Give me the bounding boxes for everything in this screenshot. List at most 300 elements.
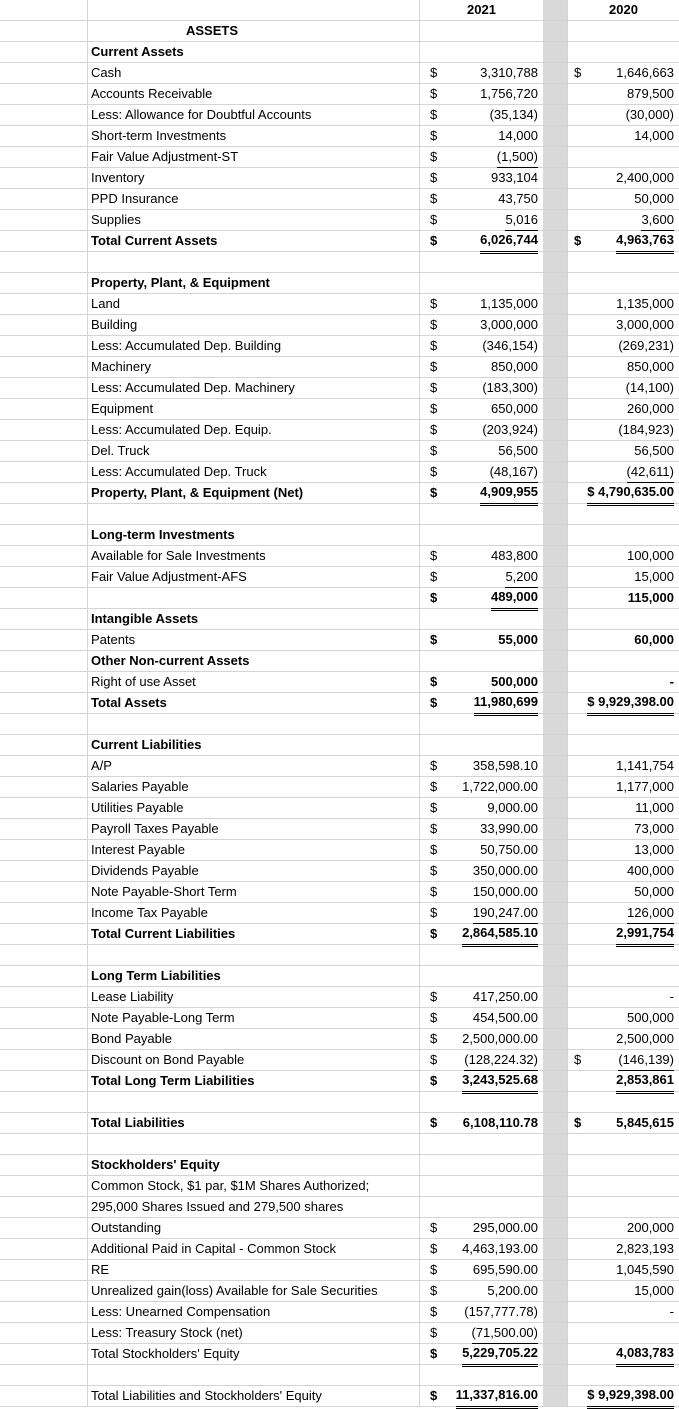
- currency-sign-2021: $: [430, 170, 438, 185]
- currency-sign-2021: $: [430, 590, 438, 605]
- cell-divider: [419, 1134, 420, 1154]
- spacer-column: [543, 0, 567, 20]
- row-header-cell: [0, 546, 88, 566]
- table-row: [0, 273, 679, 294]
- table-row: [0, 1134, 679, 1155]
- cell-divider: [419, 84, 420, 104]
- spacer-column: [543, 945, 567, 965]
- value-2020: 50,000: [634, 884, 674, 899]
- value-2020: 100,000: [627, 548, 674, 563]
- row-header-cell: [0, 819, 88, 839]
- spacer-column: [543, 336, 567, 356]
- row-header-cell: [0, 147, 88, 167]
- cell-divider: [567, 1113, 568, 1133]
- cell-divider: [567, 504, 568, 524]
- currency-sign-2021: $: [430, 674, 438, 689]
- table-row: [0, 798, 679, 819]
- row-label: Note Payable-Long Term: [91, 1010, 235, 1025]
- row-label: Long Term Liabilities: [91, 968, 221, 983]
- table-row: [0, 1239, 679, 1260]
- row-label: Total Current Assets: [91, 233, 218, 248]
- value-2020: (42,611): [627, 462, 674, 483]
- row-header-cell: [0, 84, 88, 104]
- value-2021: 3,243,525.68: [462, 1071, 538, 1094]
- row-header-cell: [0, 1176, 88, 1196]
- spacer-column: [543, 1092, 567, 1112]
- spacer-column: [543, 441, 567, 461]
- cell-divider: [419, 1386, 420, 1406]
- value-2021: 150,000.00: [472, 884, 538, 899]
- value-2020: 115,000: [627, 590, 674, 605]
- row-label: ASSETS: [186, 23, 239, 38]
- row-label: Unrealized gain(loss) Available for Sale Securities: [91, 1283, 378, 1298]
- value-2021: 2,864,585.10: [462, 924, 538, 947]
- table-row: [0, 357, 679, 378]
- value-2021: 33,990.00: [480, 821, 538, 836]
- currency-sign-2021: $: [430, 233, 438, 248]
- cell-divider: [567, 1176, 568, 1196]
- value-2020: 1,646,663: [616, 65, 674, 80]
- row-header-cell: [0, 672, 88, 692]
- row-header-cell: [0, 1323, 88, 1343]
- currency-sign-2021: $: [430, 128, 438, 143]
- cell-divider: [567, 189, 568, 209]
- table-row: [0, 1155, 679, 1176]
- row-label: Stockholders' Equity: [91, 1157, 220, 1172]
- value-2020: 14,000: [634, 128, 674, 143]
- row-label: Less: Allowance for Doubtful Accounts: [91, 107, 312, 122]
- spacer-column: [543, 1386, 567, 1406]
- row-header-cell: [0, 483, 88, 503]
- row-label: Note Payable-Short Term: [91, 884, 237, 899]
- currency-sign-2021: $: [430, 485, 438, 500]
- row-header-cell: [0, 399, 88, 419]
- row-header-cell: [0, 1239, 88, 1259]
- row-header-cell: [0, 1092, 88, 1112]
- cell-divider: [567, 147, 568, 167]
- spacer-column: [543, 651, 567, 671]
- table-row: [0, 378, 679, 399]
- currency-sign-2021: $: [430, 989, 438, 1004]
- table-row: [0, 525, 679, 546]
- spacer-column: [543, 210, 567, 230]
- cell-divider: [419, 588, 420, 608]
- cell-divider: [419, 693, 420, 713]
- spacer-column: [543, 1029, 567, 1049]
- table-row: [0, 336, 679, 357]
- row-header-cell: [0, 1302, 88, 1322]
- cell-divider: [419, 819, 420, 839]
- table-row: [0, 210, 679, 231]
- cell-divider: [419, 1365, 420, 1385]
- spacer-column: [543, 924, 567, 944]
- table-row: [0, 714, 679, 735]
- table-row: [0, 609, 679, 630]
- currency-sign-2021: $: [430, 212, 438, 227]
- row-label: Total Stockholders' Equity: [91, 1346, 240, 1361]
- value-2021: 11,980,699: [474, 693, 538, 716]
- spacer-column: [543, 105, 567, 125]
- cell-divider: [419, 273, 420, 293]
- cell-divider: [419, 651, 420, 671]
- row-header-cell: [0, 504, 88, 524]
- cell-divider: [567, 63, 568, 83]
- value-2020: -: [669, 989, 674, 1004]
- table-row: [0, 819, 679, 840]
- table-row: [0, 1260, 679, 1281]
- cell-divider: [419, 63, 420, 83]
- row-header-cell: [0, 1386, 88, 1406]
- spacer-column: [543, 420, 567, 440]
- row-label: Current Liabilities: [91, 737, 202, 752]
- row-header-cell: [0, 378, 88, 398]
- row-label: Accounts Receivable: [91, 86, 213, 101]
- row-label: Less: Accumulated Dep. Truck: [91, 464, 267, 479]
- table-row: [0, 630, 679, 651]
- row-header-cell: [0, 420, 88, 440]
- value-2021: 6,026,744: [480, 231, 538, 254]
- value-2020: 1,135,000: [616, 296, 674, 311]
- cell-divider: [567, 756, 568, 776]
- value-2020: 1,045,590: [616, 1262, 674, 1277]
- table-row: [0, 483, 679, 504]
- row-header-cell: [0, 903, 88, 923]
- cell-divider: [567, 1071, 568, 1091]
- row-label: Total Liabilities and Stockholders' Equity: [91, 1388, 322, 1403]
- spacer-column: [543, 609, 567, 629]
- cell-divider: [419, 105, 420, 125]
- spacer-column: [543, 315, 567, 335]
- value-2020: 13,000: [634, 842, 674, 857]
- spacer-column: [543, 1155, 567, 1175]
- row-label: Discount on Bond Payable: [91, 1052, 245, 1067]
- spacer-column: [543, 147, 567, 167]
- spacer-column: [543, 1302, 567, 1322]
- table-row: [0, 315, 679, 336]
- spacer-column: [543, 525, 567, 545]
- value-2020: 126,000: [627, 903, 674, 924]
- row-header-cell: [0, 588, 88, 608]
- value-2021: (157,777.78): [464, 1304, 538, 1319]
- cell-divider: [419, 798, 420, 818]
- cell-divider: [567, 1155, 568, 1175]
- cell-divider: [419, 1176, 420, 1196]
- cell-divider: [567, 1008, 568, 1028]
- table-row: [0, 42, 679, 63]
- cell-divider: [419, 840, 420, 860]
- value-2020: 2,853,861: [616, 1071, 674, 1094]
- row-header-cell: [0, 1071, 88, 1091]
- value-2020: 60,000: [634, 632, 674, 647]
- value-2020: 850,000: [627, 359, 674, 374]
- table-row: [0, 84, 679, 105]
- cell-divider: [419, 1071, 420, 1091]
- table-row: [0, 840, 679, 861]
- row-header-cell: [0, 693, 88, 713]
- value-2021: (1,500): [497, 147, 538, 168]
- value-2020: 3,000,000: [616, 317, 674, 332]
- table-row: [0, 945, 679, 966]
- table-row: [0, 21, 679, 42]
- value-2020: 260,000: [627, 401, 674, 416]
- value-2020: 5,845,615: [616, 1115, 674, 1130]
- spacer-column: [543, 588, 567, 608]
- currency-sign-2021: $: [430, 758, 438, 773]
- cell-divider: [419, 1302, 420, 1322]
- table-row: [0, 231, 679, 252]
- cell-divider: [419, 315, 420, 335]
- cell-divider: [567, 1302, 568, 1322]
- spacer-column: [543, 21, 567, 41]
- row-label: Income Tax Payable: [91, 905, 208, 920]
- currency-sign-2021: $: [430, 863, 438, 878]
- currency-sign-2020: $: [574, 1115, 582, 1130]
- row-header-cell: [0, 924, 88, 944]
- cell-divider: [567, 21, 568, 41]
- table-row: [0, 966, 679, 987]
- cell-divider: [567, 903, 568, 923]
- currency-sign-2021: $: [430, 1031, 438, 1046]
- cell-divider: [567, 84, 568, 104]
- cell-divider: [567, 1386, 568, 1406]
- value-2020: (269,231): [618, 338, 674, 353]
- value-2020: 50,000: [634, 191, 674, 206]
- cell-divider: [567, 252, 568, 272]
- cell-divider: [419, 1155, 420, 1175]
- value-2021: 14,000: [498, 128, 538, 143]
- row-label: Lease Liability: [91, 989, 174, 1004]
- spacer-column: [543, 1344, 567, 1364]
- value-2021: 55,000: [498, 632, 538, 647]
- value-2021: 11,337,816.00: [456, 1386, 538, 1409]
- cell-divider: [419, 714, 420, 734]
- cell-divider: [567, 1344, 568, 1364]
- row-header-cell: [0, 1197, 88, 1217]
- row-label: Short-term Investments: [91, 128, 227, 143]
- spacer-column: [543, 1365, 567, 1385]
- value-2021: 1,135,000: [480, 296, 538, 311]
- value-2021: 2,500,000.00: [462, 1031, 538, 1046]
- currency-sign-2021: $: [430, 1388, 438, 1403]
- row-label: Land: [91, 296, 120, 311]
- spacer-column: [543, 735, 567, 755]
- table-row: [0, 1344, 679, 1365]
- cell-divider: [567, 567, 568, 587]
- row-label: Bond Payable: [91, 1031, 172, 1046]
- spacer-column: [543, 1197, 567, 1217]
- table-row: [0, 1302, 679, 1323]
- spacer-column: [543, 462, 567, 482]
- table-row: [0, 882, 679, 903]
- currency-sign-2021: $: [430, 107, 438, 122]
- spacer-column: [543, 357, 567, 377]
- spacer-column: [543, 861, 567, 881]
- currency-sign-2021: $: [430, 86, 438, 101]
- cell-divider: [567, 42, 568, 62]
- cell-divider: [567, 273, 568, 293]
- cell-divider: [567, 399, 568, 419]
- cell-divider: [567, 1281, 568, 1301]
- cell-divider: [419, 441, 420, 461]
- spacer-column: [543, 903, 567, 923]
- cell-divider: [419, 147, 420, 167]
- table-row: [0, 546, 679, 567]
- spacer-column: [543, 966, 567, 986]
- table-row: [0, 1008, 679, 1029]
- row-header-cell: [0, 1008, 88, 1028]
- cell-divider: [419, 1344, 420, 1364]
- cell-divider: [567, 1092, 568, 1112]
- table-row: [0, 567, 679, 588]
- cell-divider: [567, 315, 568, 335]
- row-label: Less: Treasury Stock (net): [91, 1325, 243, 1340]
- table-row: [0, 756, 679, 777]
- header-row: [0, 0, 679, 21]
- row-header-cell: [0, 567, 88, 587]
- value-2021: 350,000.00: [472, 863, 538, 878]
- cell-divider: [419, 294, 420, 314]
- cell-divider: [567, 672, 568, 692]
- row-label: Machinery: [91, 359, 151, 374]
- row-label: Fair Value Adjustment-ST: [91, 149, 239, 164]
- table-row: [0, 504, 679, 525]
- spacer-column: [543, 1239, 567, 1259]
- row-header-cell: [0, 105, 88, 125]
- value-2021: 9,000.00: [487, 800, 538, 815]
- cell-divider: [419, 987, 420, 1007]
- cell-divider: [567, 693, 568, 713]
- table-row: [0, 924, 679, 945]
- row-header-cell: [0, 861, 88, 881]
- table-row: [0, 1092, 679, 1113]
- cell-divider: [419, 1197, 420, 1217]
- row-header-cell: [0, 1281, 88, 1301]
- row-label: 295,000 Shares Issued and 279,500 shares: [91, 1199, 344, 1214]
- row-header-cell: [0, 966, 88, 986]
- cell-divider: [419, 378, 420, 398]
- currency-sign-2021: $: [430, 548, 438, 563]
- cell-divider: [419, 168, 420, 188]
- row-label: Long-term Investments: [91, 527, 235, 542]
- row-label: Outstanding: [91, 1220, 162, 1235]
- spacer-column: [543, 1281, 567, 1301]
- cell-divider: [419, 945, 420, 965]
- row-label: Supplies: [91, 212, 141, 227]
- value-2021: (203,924): [482, 422, 538, 437]
- spacer-column: [543, 84, 567, 104]
- value-2021: 650,000: [491, 401, 538, 416]
- cell-divider: [419, 1029, 420, 1049]
- row-header-cell: [0, 630, 88, 650]
- row-header-cell: [0, 1218, 88, 1238]
- row-label: Intangible Assets: [91, 611, 199, 626]
- spacer-column: [543, 840, 567, 860]
- cell-divider: [419, 924, 420, 944]
- row-label: Right of use Asset: [91, 674, 196, 689]
- cell-divider: [419, 420, 420, 440]
- currency-sign-2021: $: [430, 821, 438, 836]
- row-header-cell: [0, 798, 88, 818]
- cell-divider: [567, 546, 568, 566]
- spacer-column: [543, 1323, 567, 1343]
- cell-divider: [419, 609, 420, 629]
- row-header-cell: [0, 189, 88, 209]
- row-label: Less: Unearned Compensation: [91, 1304, 271, 1319]
- table-row: [0, 672, 679, 693]
- spacer-column: [543, 189, 567, 209]
- cell-divider: [567, 378, 568, 398]
- year-2021-header: 2021: [467, 2, 496, 17]
- row-label: Del. Truck: [91, 443, 150, 458]
- value-2020: 11,000: [635, 800, 674, 815]
- table-row: [0, 1323, 679, 1344]
- cell-divider: [567, 168, 568, 188]
- cell-divider: [567, 462, 568, 482]
- value-2020: 3,600: [641, 210, 674, 231]
- cell-divider: [419, 189, 420, 209]
- currency-sign-2021: $: [430, 1220, 438, 1235]
- row-header-cell: [0, 441, 88, 461]
- table-row: [0, 399, 679, 420]
- table-row: [0, 735, 679, 756]
- spacer-column: [543, 1176, 567, 1196]
- value-2020: 73,000: [634, 821, 674, 836]
- cell-divider: [419, 1050, 420, 1070]
- row-label: Fair Value Adjustment-AFS: [91, 569, 247, 584]
- spacer-column: [543, 1050, 567, 1070]
- spacer-column: [543, 1008, 567, 1028]
- row-header-cell: [0, 1344, 88, 1364]
- row-label: Total Current Liabilities: [91, 926, 236, 941]
- cell-divider: [567, 336, 568, 356]
- row-header-cell: [0, 1050, 88, 1070]
- value-2020: (146,139): [618, 1050, 674, 1071]
- row-header-cell: [0, 357, 88, 377]
- spacer-column: [543, 714, 567, 734]
- row-header-cell: [0, 1029, 88, 1049]
- row-header-cell: [0, 651, 88, 671]
- table-row: [0, 903, 679, 924]
- row-header-cell: [0, 609, 88, 629]
- spacer-column: [543, 567, 567, 587]
- value-2021: 5,200: [505, 567, 538, 588]
- row-label: Total Assets: [91, 695, 167, 710]
- cell-divider: [567, 1365, 568, 1385]
- value-2021: (128,224.32): [464, 1050, 538, 1071]
- cell-divider: [567, 735, 568, 755]
- currency-sign-2021: $: [430, 1115, 438, 1130]
- cell-divider: [419, 231, 420, 251]
- row-label: Property, Plant, & Equipment: [91, 275, 270, 290]
- table-row: [0, 1218, 679, 1239]
- cell-divider: [567, 1029, 568, 1049]
- row-label: Patents: [91, 632, 136, 647]
- cell-divider: [419, 1113, 420, 1133]
- value-2021: 190,247.00: [473, 903, 538, 924]
- cell-divider: [567, 987, 568, 1007]
- cell-divider: [419, 126, 420, 146]
- row-header-cell: [0, 1134, 88, 1154]
- cell-divider: [567, 1134, 568, 1154]
- cell-divider: [419, 756, 420, 776]
- value-2021: 4,463,193.00: [462, 1241, 538, 1256]
- cell-divider: [419, 567, 420, 587]
- cell-divider: [419, 462, 420, 482]
- row-label: Equipment: [91, 401, 154, 416]
- table-row: [0, 420, 679, 441]
- row-header-cell: [0, 945, 88, 965]
- cell-divider: [567, 966, 568, 986]
